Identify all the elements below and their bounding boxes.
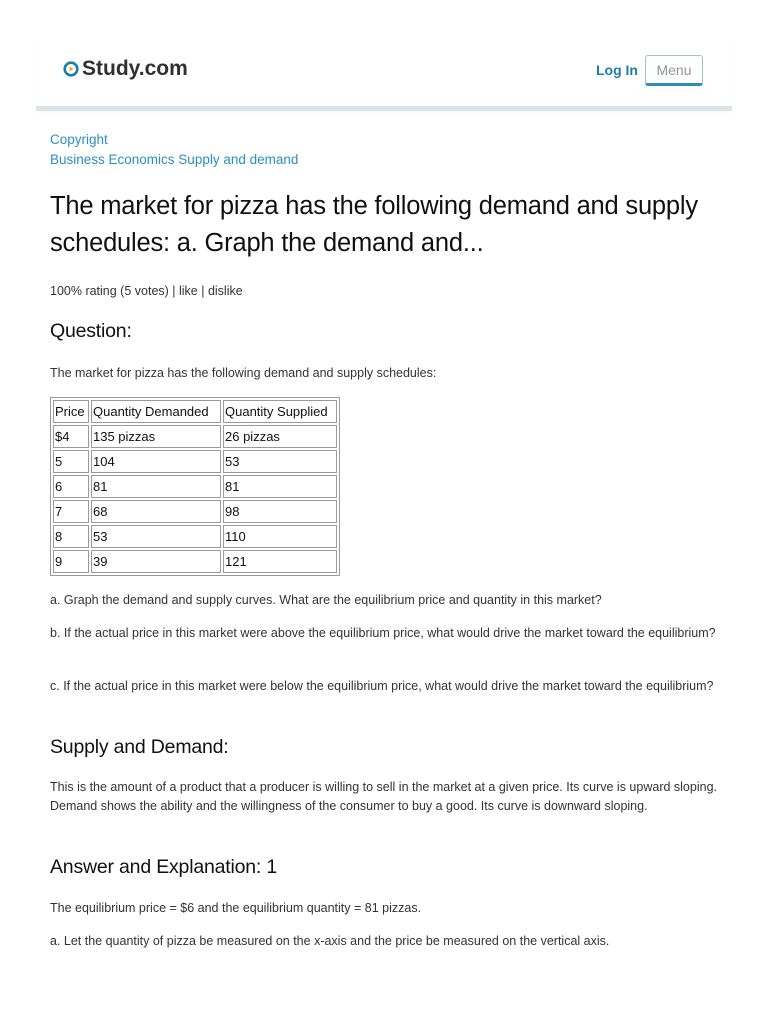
table-header-row (53, 400, 337, 423)
price-cell: 6 (53, 475, 89, 498)
page-title: The market for pizza has the following demand and supply schedules: a. Graph the demand and... (50, 192, 698, 257)
quantity-demanded-cell: 53 (91, 525, 221, 548)
quantity-demanded-cell: 68 (91, 500, 221, 523)
study-logo-icon (63, 61, 79, 77)
question-heading: Question: (50, 320, 132, 342)
quantity-supplied-cell: 81 (223, 475, 337, 498)
table-row (53, 500, 337, 523)
supply-demand-heading: Supply and Demand: (50, 736, 229, 758)
price-cell: $4 (53, 425, 89, 448)
question-part-a: a. Graph the demand and supply curves. What are the equilibrium price and quantity in this market? (50, 593, 602, 607)
question-part-c: c. If the actual price in this market were below the equilibrium price, what would drive the market toward the equilibrium? (50, 679, 714, 693)
answer-equilibrium-text: The equilibrium price = $6 and the equilibrium quantity = 81 pizzas. (50, 901, 422, 915)
schedule-table (50, 397, 340, 576)
quantity-demanded-cell: 39 (91, 550, 221, 573)
menu-button[interactable]: Menu (645, 55, 703, 86)
site-header (36, 38, 732, 111)
column-header-quantity-supplied: Quantity Supplied (223, 400, 337, 423)
price-cell: 9 (53, 550, 89, 573)
supply-demand-text: This is the amount of a product that a producer is willing to sell in the market at a given price. Its curve is upward sloping. Demand shows the ability and the willingness of the consumer to buy a good. Its curve is downward sloping. (50, 780, 717, 813)
quantity-demanded-cell: 135 pizzas (91, 425, 221, 448)
table-row (53, 525, 337, 548)
rating-line: 100% rating (5 votes) | like | dislike (50, 284, 243, 298)
logo-text: Study.com (82, 57, 188, 80)
question-part-b: b. If the actual price in this market were above the equilibrium price, what would drive the market toward the equilibrium? (50, 626, 716, 640)
question-intro: The market for pizza has the following demand and supply schedules: (50, 366, 437, 380)
table-row (53, 450, 337, 473)
table-row (53, 550, 337, 573)
breadcrumb (50, 130, 298, 170)
quantity-supplied-cell: 26 pizzas (223, 425, 337, 448)
answer-heading: Answer and Explanation: 1 (50, 856, 277, 878)
login-link[interactable]: Log In (596, 62, 638, 78)
breadcrumb-copyright-link[interactable]: Copyright (50, 132, 108, 147)
quantity-demanded-cell: 104 (91, 450, 221, 473)
price-cell: 5 (53, 450, 89, 473)
quantity-demanded-cell: 81 (91, 475, 221, 498)
quantity-supplied-cell: 53 (223, 450, 337, 473)
quantity-supplied-cell: 121 (223, 550, 337, 573)
study-logo[interactable] (63, 57, 188, 81)
quantity-supplied-cell: 98 (223, 500, 337, 523)
table-row (53, 475, 337, 498)
quantity-supplied-cell: 110 (223, 525, 337, 548)
answer-part-a-text: a. Let the quantity of pizza be measured on the x-axis and the price be measured on the vertical axis. (50, 934, 610, 948)
breadcrumb-category-link[interactable]: Business Economics Supply and demand (50, 152, 299, 167)
table-row (53, 425, 337, 448)
column-header-price: Price (53, 400, 89, 423)
price-cell: 7 (53, 500, 89, 523)
price-cell: 8 (53, 525, 89, 548)
column-header-quantity-demanded: Quantity Demanded (91, 400, 221, 423)
